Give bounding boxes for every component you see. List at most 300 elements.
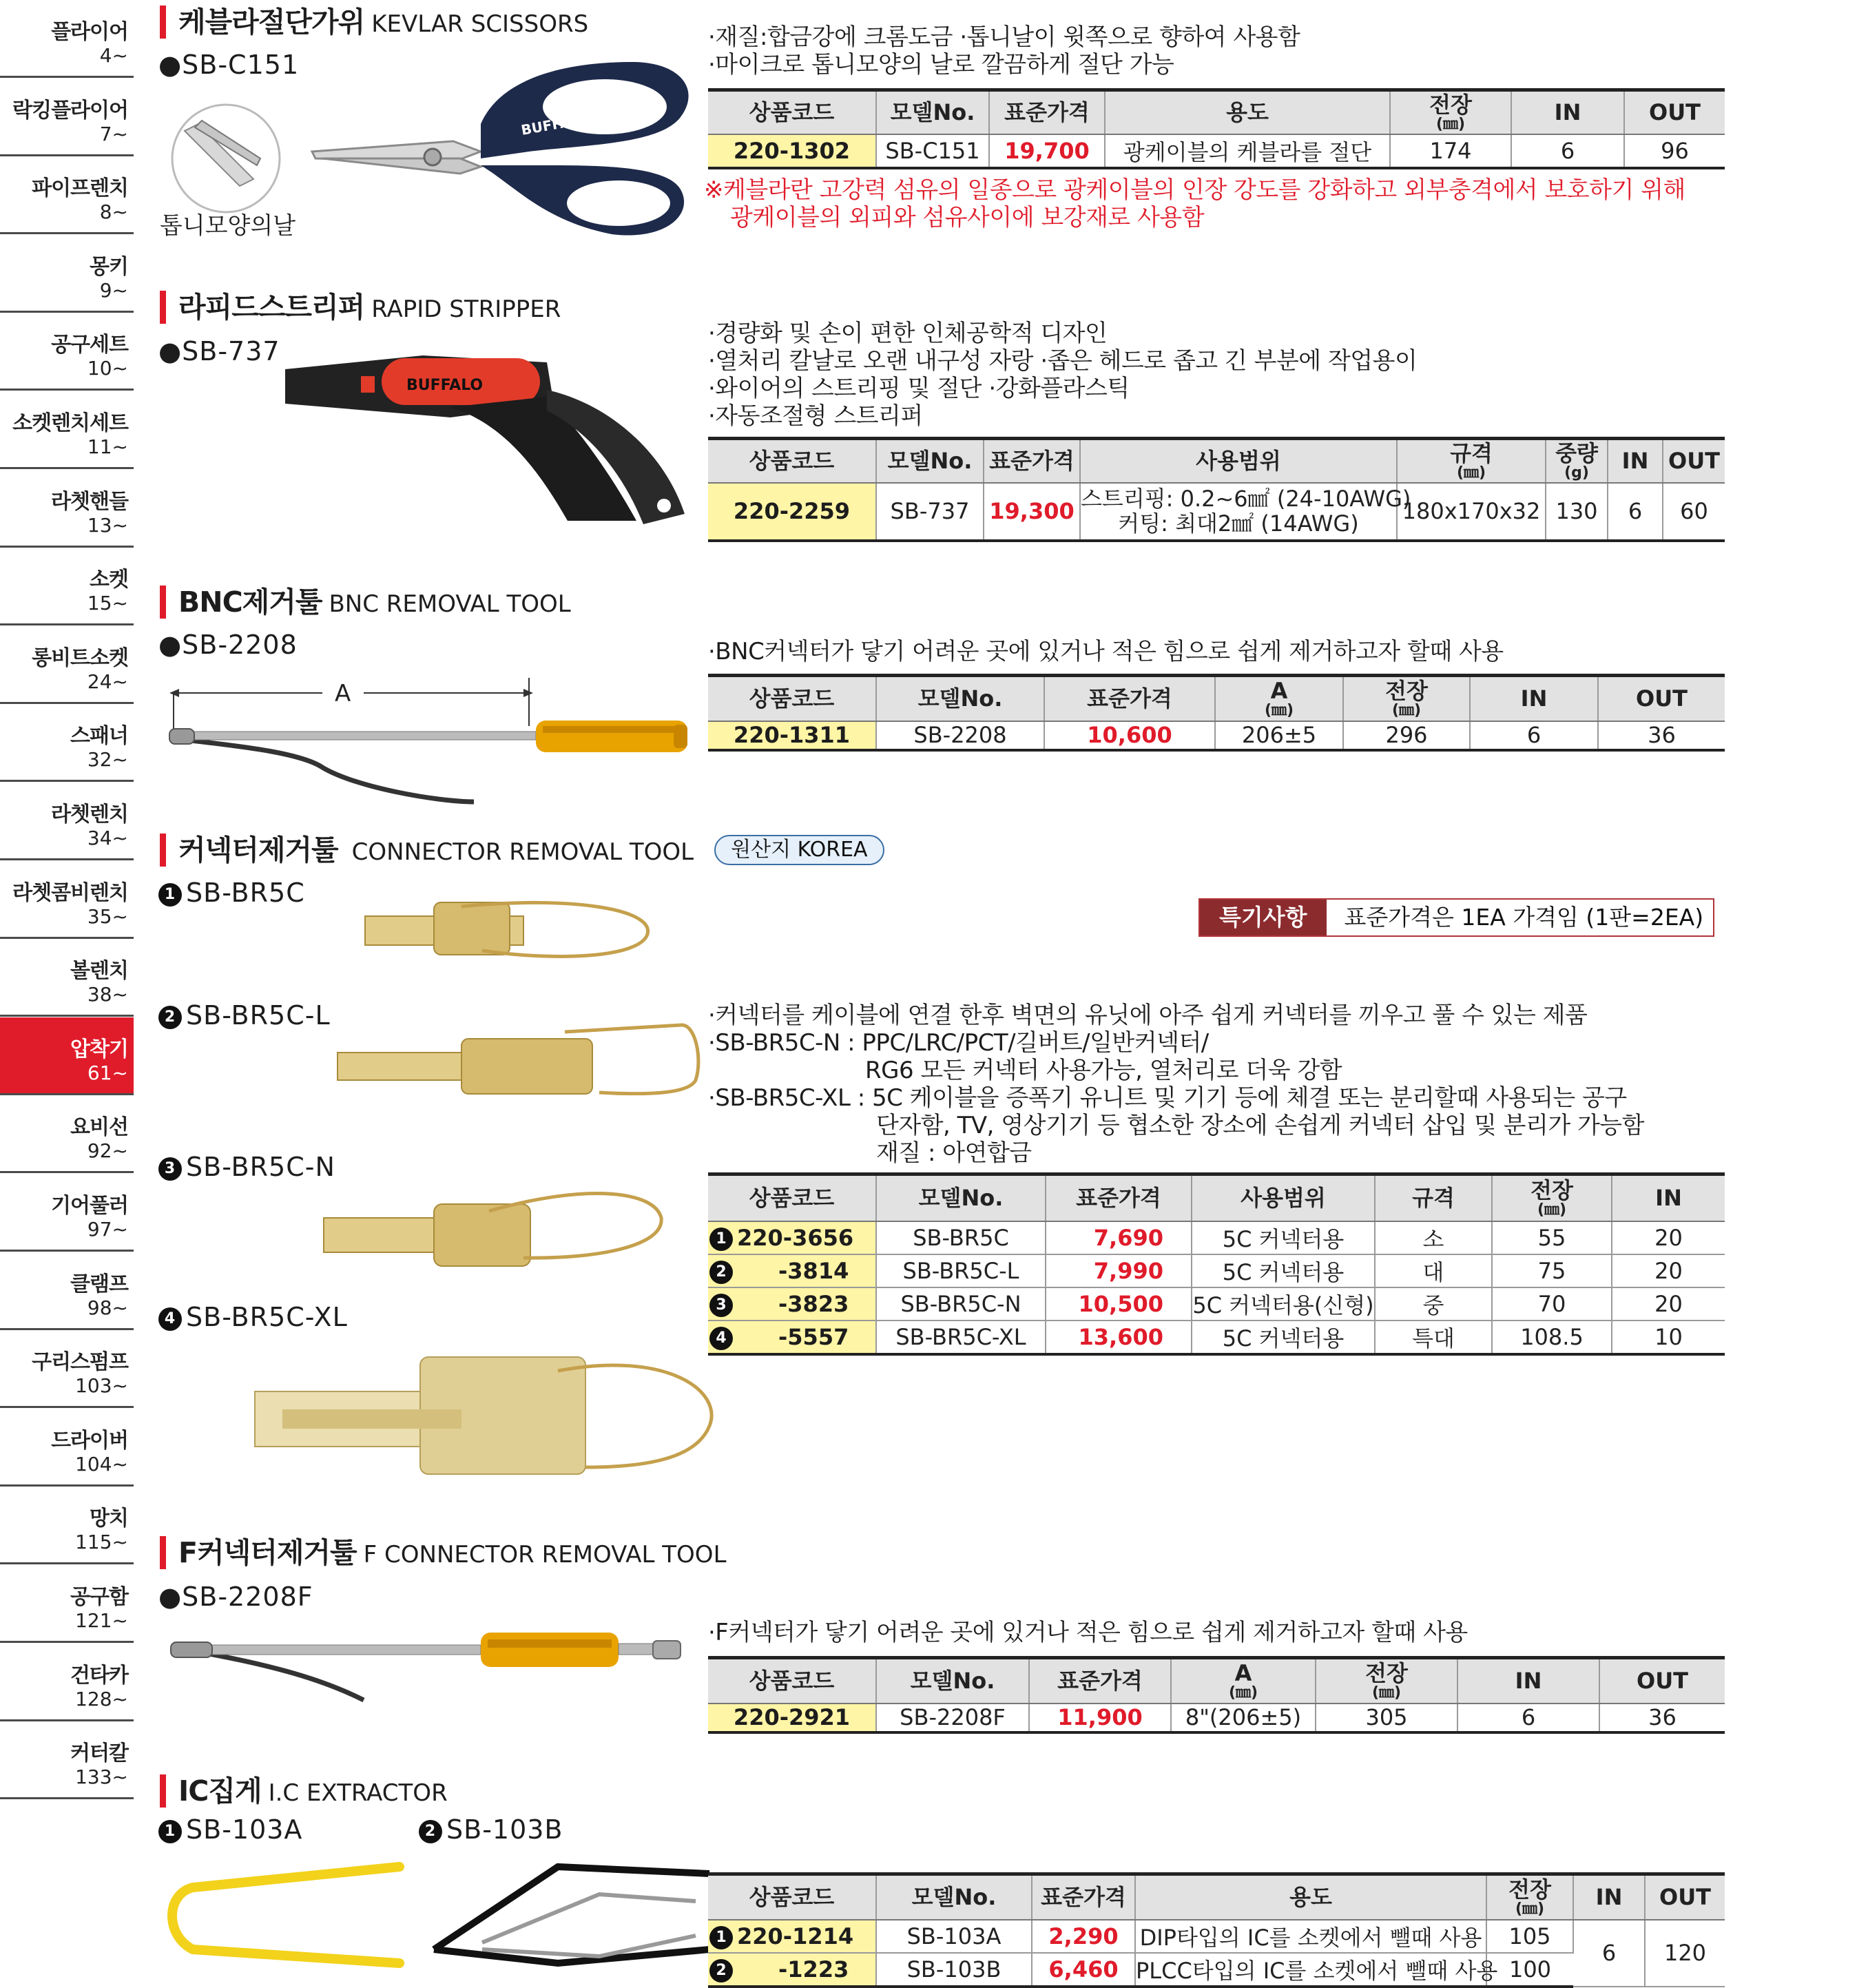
spec-table-rapid: [708, 437, 1725, 542]
connector-tool-image-4: [255, 1350, 723, 1488]
title-en: I.C EXTRACTOR: [268, 1779, 448, 1807]
sidebar-item-page: 115~: [75, 1531, 128, 1554]
sidebar-item[interactable]: [0, 1252, 134, 1330]
col-header: 상품코드: [708, 439, 876, 483]
header-text: 중량: [1555, 440, 1598, 467]
price: 19,300: [984, 483, 1080, 541]
table-row: [708, 1221, 1725, 1254]
sidebar-item-page: 61~: [87, 1061, 128, 1084]
range-line: 스트리핑: 0.2~6㎟ (24-10AWG): [1081, 486, 1411, 512]
product-code: 220-1311: [708, 721, 876, 750]
length: 296: [1343, 721, 1470, 750]
product-code: [708, 1920, 876, 1953]
bnc-tool-image: [164, 671, 687, 809]
sidebar-item-page: 98~: [87, 1296, 128, 1319]
sidebar-item[interactable]: [0, 391, 134, 469]
price: 7,990: [1046, 1254, 1192, 1287]
col-header: [1215, 676, 1343, 721]
title-ko: 라피드스트리퍼: [178, 291, 365, 324]
number-badge: 1: [709, 1228, 733, 1251]
model-text: SB-BR5C-L: [186, 1000, 331, 1031]
spec-table-bnc: [708, 674, 1725, 752]
col-header: OUT: [1598, 676, 1725, 721]
sidebar-item-page: 10~: [87, 357, 128, 380]
col-header: 용도: [1135, 1874, 1486, 1920]
origin-badge: 원산지 KOREA: [714, 835, 884, 865]
sidebar-item-label: 드라이버: [51, 1428, 128, 1453]
model-label: [158, 1302, 348, 1332]
sidebar-item-label: 몽키: [90, 254, 128, 279]
sidebar-item-page: 32~: [87, 748, 128, 772]
col-header: IN: [1612, 1174, 1725, 1221]
table-row: [708, 1254, 1725, 1287]
title-en: BNC REMOVAL TOOL: [329, 590, 571, 618]
model-text: SB-BR5C-N: [186, 1152, 335, 1182]
code-text: -3823: [778, 1290, 849, 1317]
sidebar-item[interactable]: [0, 939, 134, 1017]
model-label: ●SB-C151: [158, 50, 300, 80]
in-qty: 20: [1612, 1254, 1725, 1287]
sidebar-item-page: 103~: [75, 1374, 128, 1398]
sidebar-item-label: 플라이어: [51, 20, 128, 44]
connector-tool-image-3: [324, 1183, 668, 1280]
usage-range: 5C 커넥터용: [1192, 1254, 1375, 1287]
model-no: SB-BR5C-N: [876, 1287, 1046, 1321]
desc-line: ·BNC커넥터가 닿기 어려운 곳에 있거나 적은 힘으로 쉽게 제거하고자 할때 사용: [708, 638, 1504, 665]
length: 108.5: [1492, 1321, 1612, 1354]
code-text: -5557: [778, 1323, 849, 1350]
header-text: 규격: [1450, 440, 1493, 467]
sidebar-item-label: 공구세트: [51, 333, 128, 358]
sidebar-item-page: 92~: [87, 1139, 128, 1163]
product-code: 220-2259: [708, 483, 876, 541]
sidebar-item-page: 11~: [87, 435, 128, 458]
ic-extractor-image-2: [420, 1853, 709, 1970]
col-header: 표준가격: [989, 90, 1105, 134]
number-badge: 1: [158, 883, 182, 907]
note-line: 광케이블의 외피와 섬유사이에 보강재로 사용함: [730, 204, 1205, 231]
col-header: 상품코드: [708, 1658, 876, 1704]
col-header: 모델No.: [876, 1874, 1032, 1920]
sidebar-item[interactable]: [0, 1017, 134, 1095]
product-code: [708, 1287, 876, 1321]
length: 75: [1492, 1254, 1612, 1287]
col-header: 상품코드: [708, 1174, 876, 1221]
unit-text: (㎜): [1228, 1684, 1258, 1702]
model-text: SB-BR5C-XL: [186, 1302, 348, 1332]
col-header: OUT: [1645, 1874, 1725, 1920]
model-label: [158, 1814, 302, 1845]
sidebar-item[interactable]: [0, 0, 134, 78]
unit-text: (㎜): [1456, 464, 1486, 482]
unit-text: (㎜): [1537, 1201, 1567, 1219]
price: 6,460: [1032, 1953, 1135, 1987]
unit-text: (g): [1564, 464, 1589, 482]
col-header: 모델No.: [876, 1174, 1046, 1221]
model-no: SB-737: [876, 483, 984, 541]
price: 7,690: [1046, 1221, 1192, 1254]
out-qty: 60: [1663, 483, 1725, 541]
product-description: [708, 1619, 1468, 1646]
sidebar-item-label: 클램프: [70, 1272, 128, 1296]
col-header: 상품코드: [708, 1874, 876, 1920]
price: 10,600: [1044, 721, 1215, 750]
model-label: ●SB-2208F: [158, 1582, 313, 1612]
header-text: A: [1270, 678, 1288, 705]
col-header: [1492, 1174, 1612, 1221]
usage-range: [1080, 483, 1411, 541]
col-header: 모델No.: [876, 90, 989, 134]
header-text: 전장: [1385, 678, 1428, 705]
title-ko: 케블라절단가위: [178, 6, 365, 39]
product-code: 220-2921: [708, 1704, 876, 1732]
sidebar-item-page: 4~: [99, 44, 128, 67]
desc-line: ·커넥터를 케이블에 연결 한후 벽면의 유닛에 아주 쉽게 커넥터를 끼우고 풀 수 있는 제품: [708, 1002, 1588, 1029]
out-qty: 120: [1645, 1920, 1725, 1987]
size: 중: [1375, 1287, 1492, 1321]
sidebar-item[interactable]: [0, 861, 134, 939]
sidebar-item-page: 24~: [87, 670, 128, 693]
col-header: 표준가격: [1044, 676, 1215, 721]
table-row: [708, 134, 1725, 168]
sidebar-item[interactable]: [0, 79, 134, 156]
usage-range: 5C 커넥터용(신형): [1192, 1287, 1375, 1321]
sidebar-item-page: 34~: [87, 827, 128, 849]
unit-text: (㎜): [1435, 116, 1466, 134]
model-no: SB-BR5C-L: [876, 1254, 1046, 1287]
connector-tool-image-1: [365, 895, 654, 978]
model-text: SB-BR5C: [186, 878, 305, 908]
model-no: SB-BR5C-XL: [876, 1321, 1046, 1354]
header-text: 전장: [1365, 1660, 1408, 1687]
model-text: SB-103B: [446, 1814, 563, 1845]
code-text: 220-3656: [737, 1224, 854, 1251]
title-ko: 커넥터제거툴: [178, 833, 338, 867]
product-description: [708, 638, 1504, 665]
sidebar-item[interactable]: [0, 1721, 134, 1799]
number-badge: 4: [709, 1327, 733, 1350]
sidebar-item-page: 15~: [87, 592, 128, 615]
rapid-stripper-image: [278, 342, 689, 532]
col-header: IN: [1457, 1658, 1599, 1704]
sidebar-item[interactable]: [0, 1095, 134, 1173]
header-text: 전장: [1508, 1876, 1551, 1903]
sidebar-item[interactable]: [0, 313, 134, 391]
title-en: F CONNECTOR REMOVAL TOOL: [363, 1541, 727, 1568]
usage-range: 5C 커넥터용: [1192, 1321, 1375, 1354]
unit-text: (㎜): [1515, 1901, 1545, 1918]
spec-table-kevlar: [708, 88, 1725, 169]
model-text: SB-103A: [186, 1814, 303, 1845]
col-header: IN: [1608, 439, 1663, 483]
price: 19,700: [989, 134, 1105, 168]
sidebar-item-label: 구리스펌프: [32, 1350, 128, 1375]
col-header: 표준가격: [984, 439, 1080, 483]
col-header: 표준가격: [1029, 1658, 1171, 1704]
col-header: 규격: [1375, 1174, 1492, 1221]
sidebar-item[interactable]: [0, 1174, 134, 1252]
sidebar-item[interactable]: [0, 626, 134, 704]
sidebar-item-label: 기어풀러: [51, 1194, 128, 1218]
model-no: SB-2208: [876, 721, 1044, 750]
spec-table-fconn: [708, 1656, 1725, 1734]
desc-line: 단자함, TV, 영상기기 등 협소한 장소에 손쉽게 커넥터 삽입 및 분리가 가능함: [876, 1112, 1644, 1139]
product-code: [708, 1221, 876, 1254]
sidebar-item-page: 104~: [75, 1452, 128, 1476]
weight: 130: [1546, 483, 1608, 541]
sidebar-item-label: 소켓렌치세트: [12, 411, 128, 435]
col-header: OUT: [1599, 1658, 1725, 1704]
out-qty: 36: [1599, 1704, 1725, 1732]
title-en: KEVLAR SCISSORS: [371, 10, 589, 38]
sidebar-item-page: 13~: [87, 513, 128, 537]
number-badge: 3: [158, 1157, 182, 1181]
model-label: ●SB-737: [158, 336, 280, 366]
col-header: [1546, 439, 1608, 483]
length: 70: [1492, 1287, 1612, 1321]
size: 특대: [1375, 1321, 1492, 1354]
number-badge: 2: [419, 1820, 442, 1843]
in-qty: 20: [1612, 1287, 1725, 1321]
out-qty: 96: [1624, 134, 1725, 168]
length: 100: [1486, 1953, 1573, 1987]
sidebar-item-label: 커터칼: [70, 1741, 128, 1766]
in-qty: 6: [1608, 483, 1663, 541]
sidebar-item-label: 망치: [90, 1506, 128, 1531]
sidebar-item-page: 8~: [99, 200, 128, 224]
brand-logo: BUFFALO: [519, 110, 592, 138]
col-header: IN: [1511, 90, 1624, 134]
sidebar-item-page: 121~: [75, 1609, 128, 1632]
section-title-bnc: [160, 586, 571, 619]
sidebar-item-label: 압착기: [70, 1037, 128, 1062]
spec-table-ic: [708, 1872, 1725, 1988]
special-text: 표준가격은 1EA 가격임 (1판=2EA): [1327, 900, 1714, 935]
sidebar-item-page: 7~: [99, 122, 128, 145]
header-text: 전장: [1530, 1177, 1573, 1204]
sidebar-item[interactable]: [0, 783, 134, 860]
sidebar-item[interactable]: [0, 1409, 134, 1487]
in-qty: 20: [1612, 1221, 1725, 1254]
usage: DIP타입의 IC를 소켓에서 뺄때 사용: [1135, 1920, 1486, 1953]
table-row: [708, 1920, 1725, 1953]
section-title-fconn: [160, 1536, 727, 1569]
col-header: 모델No.: [876, 439, 984, 483]
col-header: [1171, 1658, 1316, 1704]
special-note: [1198, 898, 1714, 937]
unit-text: (㎜): [1264, 702, 1294, 720]
product-code: [708, 1321, 876, 1354]
col-header: 모델No.: [876, 676, 1044, 721]
usage: 광케이블의 케블라를 절단: [1105, 134, 1390, 168]
col-header: IN: [1470, 676, 1598, 721]
usage-range: 5C 커넥터용: [1192, 1221, 1375, 1254]
sidebar-item-page: 133~: [75, 1766, 128, 1789]
title-ko: IC집게: [178, 1774, 262, 1808]
col-header: 사용범위: [1192, 1174, 1375, 1221]
title-ko: F커넥터제거툴: [178, 1536, 357, 1569]
length: 305: [1316, 1704, 1457, 1732]
length: 55: [1492, 1221, 1612, 1254]
sidebar-item-page: 128~: [75, 1687, 128, 1710]
col-header: 표준가격: [1032, 1874, 1135, 1920]
sidebar-item[interactable]: [0, 235, 134, 313]
sidebar-item-label: 건타카: [70, 1663, 128, 1688]
number-badge: 2: [158, 1006, 182, 1029]
connector-tool-image-2: [338, 1018, 703, 1108]
model-no: SB-BR5C: [876, 1221, 1046, 1254]
price: 2,290: [1032, 1920, 1135, 1953]
model-label: [158, 878, 305, 908]
desc-line: ·SB-BR5C-XL : 5C 케이블을 증폭기 유니트 및 기기 등에 체결 또는 분리할때 사용되는 공구: [708, 1084, 1627, 1112]
special-label: 특기사항: [1200, 900, 1327, 935]
sidebar-item-label: 요비선: [70, 1115, 128, 1140]
spec-table-connector: [708, 1172, 1725, 1356]
dimension-a: 206±5: [1215, 721, 1343, 750]
sidebar-item[interactable]: [0, 156, 134, 234]
desc-line: ·SB-BR5C-N : PPC/LRC/PCT/길버트/일반커넥터/: [708, 1029, 1209, 1057]
desc-line: 재질 : 아연합금: [876, 1139, 1032, 1167]
sidebar-item-page: 35~: [87, 904, 128, 928]
price: 11,900: [1029, 1704, 1171, 1732]
number-badge: 2: [709, 1261, 733, 1284]
fconn-tool-image: [171, 1624, 694, 1707]
section-title-kevlar: [160, 6, 588, 39]
code-text: -3814: [778, 1257, 849, 1284]
model-no: SB-103A: [876, 1920, 1032, 1953]
number-badge: 2: [709, 1959, 733, 1982]
range-line: 커팅: 최대2㎟ (14AWG): [1118, 510, 1359, 537]
table-row: [708, 1321, 1725, 1354]
sidebar-item-label: 라쳇핸들: [51, 489, 128, 514]
col-header: 사용범위: [1080, 439, 1397, 483]
sidebar-item[interactable]: [0, 470, 134, 548]
section-title-ic: [160, 1774, 448, 1808]
size: 소: [1375, 1221, 1492, 1254]
code-text: -1223: [778, 1956, 849, 1982]
model-label: [419, 1814, 563, 1845]
sidebar-item[interactable]: [0, 1565, 134, 1643]
table-row: [708, 1953, 1725, 1987]
model-no: SB-2208F: [876, 1704, 1029, 1732]
desc-line: ·경량화 및 손이 편한 인체공학적 디자인: [708, 320, 1108, 347]
in-qty: 6: [1511, 134, 1624, 168]
sidebar-item-label: 라쳇콤비렌치: [12, 880, 128, 905]
brand-logo: BUFFALO: [406, 377, 484, 394]
sidebar-item-page: 38~: [87, 983, 128, 1006]
in-qty: 6: [1457, 1704, 1599, 1732]
unit-text: (㎜): [1371, 1684, 1402, 1702]
product-code: [708, 1953, 876, 1987]
product-description: [708, 23, 1300, 79]
ic-extractor-image-1: [165, 1860, 413, 1970]
col-header: 표준가격: [1046, 1174, 1192, 1221]
sidebar-item-label: 볼렌치: [70, 959, 128, 984]
product-code: [708, 1254, 876, 1287]
product-code: 220-1302: [708, 134, 876, 168]
header-text: A: [1234, 1660, 1252, 1687]
image-caption: 톱니모양의날: [160, 212, 296, 240]
col-header: [1316, 1658, 1457, 1704]
section-title-connector: [160, 833, 884, 867]
col-header: [1486, 1874, 1573, 1920]
title-ko: BNC제거툴: [178, 586, 322, 619]
title-en: RAPID STRIPPER: [371, 296, 561, 323]
sidebar-item-label: 소켓: [90, 568, 128, 592]
dimensions: 180x170x32: [1397, 483, 1546, 541]
kevlar-note: [704, 176, 1685, 231]
title-en: CONNECTOR REMOVAL TOOL: [351, 838, 694, 866]
price: 13,600: [1046, 1321, 1192, 1354]
sidebar-item[interactable]: [0, 1330, 134, 1408]
length: 105: [1486, 1920, 1573, 1953]
desc-line: ·재질:합금강에 크롬도금 ·톱니날이 윗쪽으로 향하여 사용함: [708, 23, 1300, 51]
number-badge: 3: [709, 1294, 733, 1317]
table-row: [708, 721, 1725, 750]
table-row: [708, 1704, 1725, 1732]
desc-line: RG6 모든 커넥터 사용가능, 열처리로 더욱 강함: [865, 1057, 1342, 1084]
number-badge: 4: [158, 1307, 182, 1331]
table-row: [708, 1287, 1725, 1321]
sidebar-item-label: 공구함: [70, 1585, 128, 1609]
col-header: [1397, 439, 1546, 483]
unit-text: (㎜): [1391, 702, 1422, 720]
model-no: SB-C151: [876, 134, 989, 168]
model-label: [158, 1000, 331, 1031]
sidebar-item-page: 97~: [87, 1218, 128, 1241]
sidebar-item-label: 파이프렌치: [32, 176, 128, 201]
desc-line: ·와이어의 스트리핑 및 절단 ·강화플라스틱: [708, 375, 1130, 402]
col-header: [1343, 676, 1470, 721]
col-header: 용도: [1105, 90, 1390, 134]
sidebar: [0, 0, 134, 1819]
sidebar-item-label: 락킹플라이어: [12, 98, 128, 123]
sidebar-item-label: 라쳇렌치: [51, 803, 128, 827]
in-qty: 10: [1612, 1321, 1725, 1354]
sidebar-item[interactable]: [0, 704, 134, 782]
out-qty: 36: [1598, 721, 1725, 750]
dimension-a: 8"(206±5): [1171, 1704, 1316, 1732]
sidebar-item-label: 스패너: [70, 724, 128, 749]
col-header: 모델No.: [876, 1658, 1029, 1704]
desc-line: ·자동조절형 스트리퍼: [708, 402, 923, 430]
number-badge: 1: [158, 1820, 182, 1843]
product-description: [708, 1002, 1644, 1167]
sidebar-item[interactable]: [0, 1644, 134, 1721]
col-header: 상품코드: [708, 676, 876, 721]
model-label: ●SB-2208: [158, 630, 298, 660]
sidebar-item-label: 롱비트소켓: [32, 645, 128, 670]
code-text: 220-1214: [737, 1923, 854, 1949]
col-header: OUT: [1663, 439, 1725, 483]
number-badge: 1: [709, 1926, 733, 1949]
in-qty: 6: [1573, 1920, 1645, 1987]
table-row: [708, 483, 1725, 541]
in-qty: 6: [1470, 721, 1598, 750]
sidebar-item[interactable]: [0, 548, 134, 625]
header-text: 전장: [1429, 92, 1472, 118]
model-label: [158, 1152, 335, 1182]
sidebar-item[interactable]: [0, 1487, 134, 1564]
price: 10,500: [1046, 1287, 1192, 1321]
usage: PLCC타입의 IC를 소켓에서 뺄때 사용: [1135, 1953, 1486, 1987]
length: 174: [1390, 134, 1511, 168]
col-header: OUT: [1624, 90, 1725, 134]
col-header: [1390, 90, 1511, 134]
product-description: [708, 320, 1417, 430]
note-line: ※케블라란 고강력 섬유의 일종으로 광케이블의 인장 강도를 강화하고 외부충격에서 보호하기 위해: [704, 176, 1685, 204]
col-header: 상품코드: [708, 90, 876, 134]
